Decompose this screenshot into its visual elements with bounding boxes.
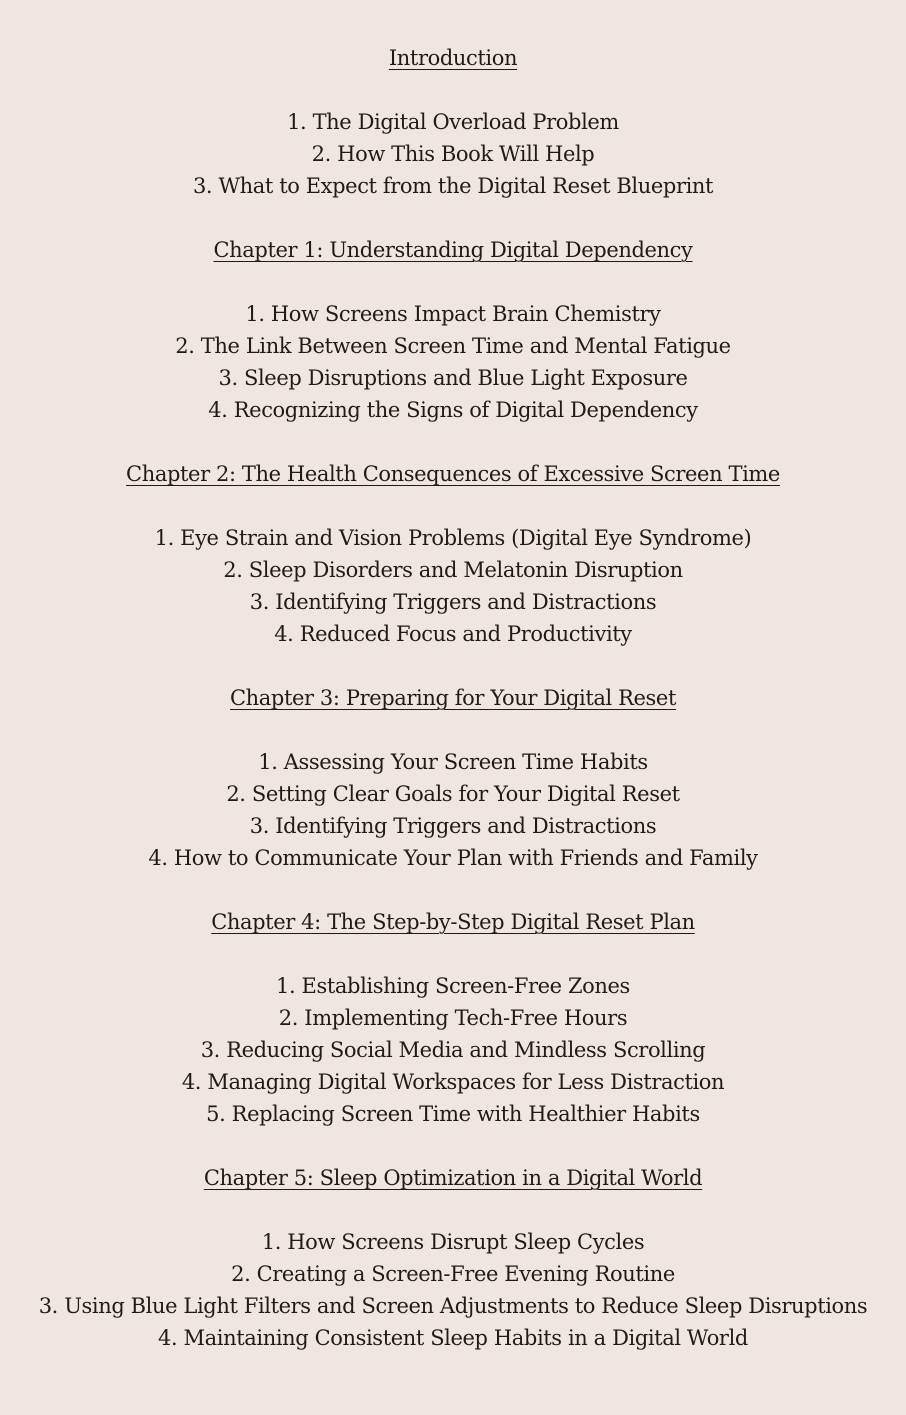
list-item: 2. Setting Clear Goals for Your Digital Reset: [226, 782, 680, 806]
list-item: 1. Establishing Screen-Free Zones: [276, 974, 630, 998]
list-item: 4. Managing Digital Workspaces for Less Distraction: [181, 1070, 725, 1094]
section-items: [0, 970, 906, 1130]
section-chapter-4: [0, 906, 906, 1162]
list-item: 2. Sleep Disorders and Melatonin Disruption: [223, 558, 683, 582]
section-heading: Introduction: [388, 46, 518, 70]
list-item: 4. Reduced Focus and Productivity: [274, 622, 632, 646]
section-chapter-3: [0, 682, 906, 906]
list-item: 3. Sleep Disruptions and Blue Light Exposure: [218, 366, 688, 390]
list-item: 3. Reducing Social Media and Mindless Scrolling: [200, 1038, 706, 1062]
section-items: [0, 106, 906, 202]
section-heading: Chapter 2: The Health Consequences of Excessive Screen Time: [126, 462, 780, 486]
list-item: 2. The Link Between Screen Time and Mental Fatigue: [175, 334, 731, 358]
list-item: 2. Implementing Tech-Free Hours: [278, 1006, 628, 1030]
section-items: [0, 1226, 906, 1354]
list-item: 3. Using Blue Light Filters and Screen Adjustments to Reduce Sleep Disruptions: [38, 1294, 868, 1318]
section-items: [0, 746, 906, 874]
section-heading: Chapter 5: Sleep Optimization in a Digital World: [203, 1166, 703, 1190]
list-item: 4. Maintaining Consistent Sleep Habits in a Digital World: [158, 1326, 748, 1350]
list-item: 4. Recognizing the Signs of Digital Dependency: [208, 398, 698, 422]
list-item: 1. How Screens Impact Brain Chemistry: [245, 302, 661, 326]
section-heading: Chapter 1: Understanding Digital Dependency: [213, 238, 693, 262]
list-item: 3. Identifying Triggers and Distractions: [249, 590, 657, 614]
list-item: 1. How Screens Disrupt Sleep Cycles: [261, 1230, 645, 1254]
list-item: 2. How This Book Will Help: [311, 142, 595, 166]
list-item: 5. Replacing Screen Time with Healthier Habits: [206, 1102, 700, 1126]
section-chapter-2: [0, 458, 906, 682]
list-item: 2. Creating a Screen-Free Evening Routine: [231, 1262, 675, 1286]
list-item: 3. Identifying Triggers and Distractions: [249, 814, 657, 838]
section-items: [0, 298, 906, 426]
section-chapter-1: [0, 234, 906, 458]
list-item: 1. Assessing Your Screen Time Habits: [258, 750, 648, 774]
list-item: 3. What to Expect from the Digital Reset Blueprint: [192, 174, 714, 198]
section-heading: Chapter 3: Preparing for Your Digital Reset: [230, 686, 676, 710]
section-chapter-5: [0, 1162, 906, 1354]
section-items: [0, 522, 906, 650]
section-introduction: [0, 42, 906, 234]
section-heading: Chapter 4: The Step-by-Step Digital Reset Plan: [211, 910, 695, 934]
list-item: 4. How to Communicate Your Plan with Friends and Family: [148, 846, 758, 870]
list-item: 1. The Digital Overload Problem: [287, 110, 619, 134]
list-item: 1. Eye Strain and Vision Problems (Digital Eye Syndrome): [154, 526, 752, 550]
